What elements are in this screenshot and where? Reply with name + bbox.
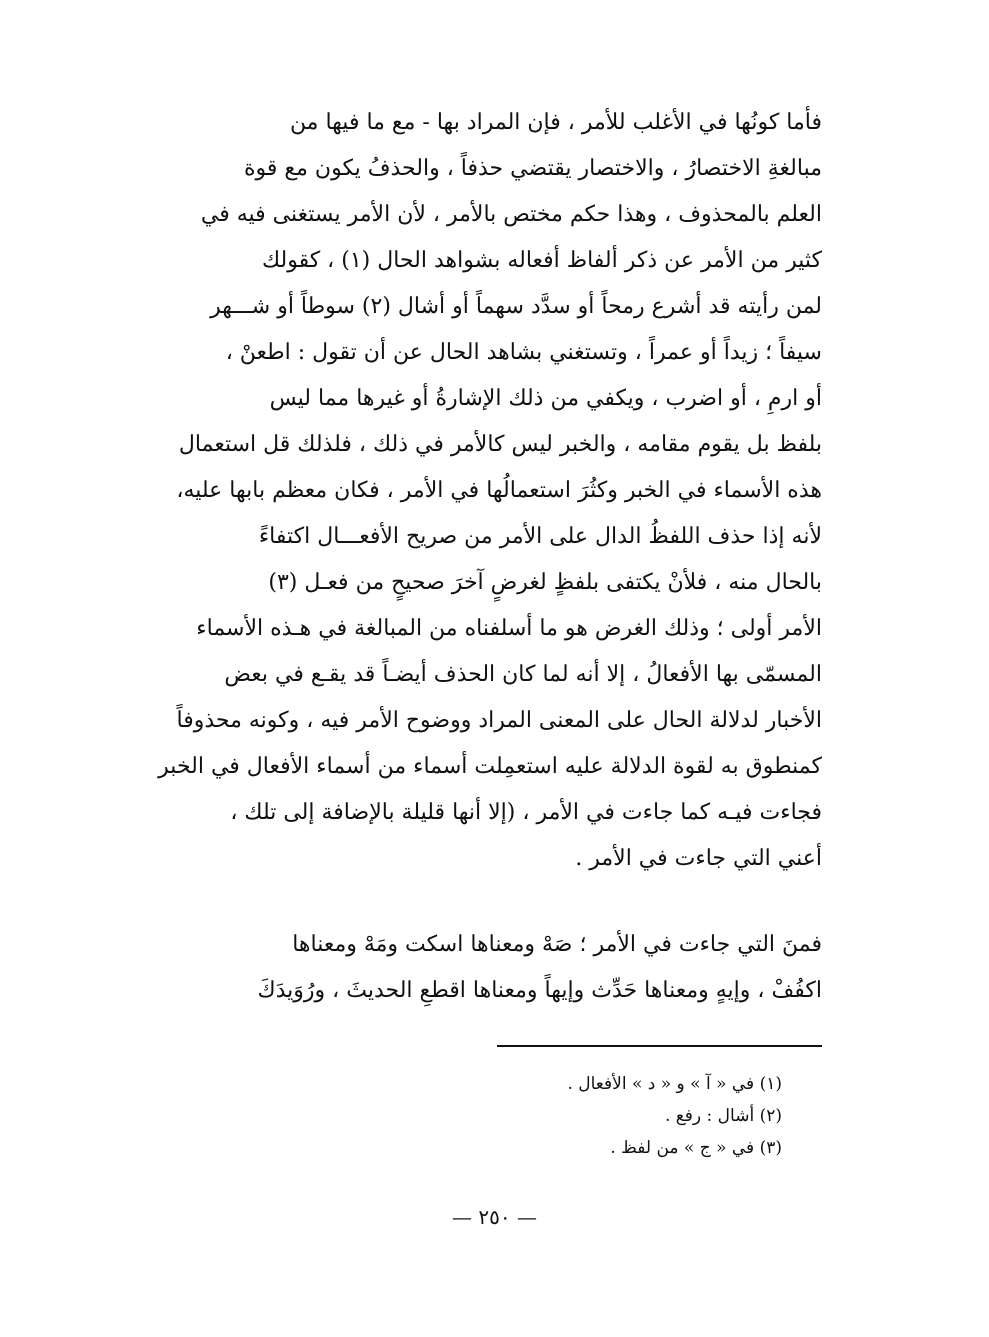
text-line: الأمر أولى ؛ وذلك الغرض هو ما أسلفناه من المبالغة في هـذه الأسماء <box>196 616 822 641</box>
text-line: أو ارمِ ، أو اضرب ، ويكفي من ذلك الإشارةُ أو غيرها مما ليس <box>269 386 822 411</box>
text-line: فمنَ التي جاءت في الأمر ؛ صَهْ ومعناها اسكت ومَهْ ومعناها <box>292 932 822 957</box>
text-line: كمنطوق به لقوة الدلالة عليه استعمِلت أسماء من أسماء الأفعال في الخبر <box>158 754 822 779</box>
text-line: فجاءت فيـه كما جاءت في الأمر ، (إلا أنها قليلة بالإضافة إلى تلك ، <box>230 800 822 825</box>
paragraph-1 <box>150 100 822 882</box>
text-line: فأما كونُها في الأغلب للأمر ، فإن المراد بها - مع ما فيها من <box>289 110 822 135</box>
text-line: كثير من الأمر عن ذكر ألفاظ أفعاله بشواهد الحال (١) ، كقولك <box>261 248 822 273</box>
text-line: المسمّى بها الأفعالُ ، إلا أنه لما كان الحذف أيضـاً قد يقـع في بعض <box>224 662 822 687</box>
text-line: هذه الأسماء في الخبر وكثُرَ استعمالُها في الأمر ، فكان معظم بابها عليه، <box>176 478 822 503</box>
book-page <box>150 100 822 1300</box>
footnotes <box>567 1068 782 1164</box>
text-line: بالحال منه ، فلأنْ يكتفى بلفظٍ لغرضٍ آخرَ صحيحٍ من فعـل (٣) <box>268 570 822 595</box>
text-line: سيفاً ؛ زيداً أو عمراً ، وتستغني بشاهد الحال عن أن تقول : اطعنْ ، <box>225 340 822 365</box>
footnote-1: (١) في « آ » و « د » الأفعال . <box>567 1074 782 1094</box>
text-line: لمن رأيته قد أشرع رمحاً أو سدَّد سهماً أو أشال (٢) سوطاً أو شـــهر <box>210 294 822 319</box>
text-line: مبالغةِ الاختصارُ ، والاختصار يقتضي حذفاً ، والحذفُ يكون مع قوة <box>244 156 822 181</box>
text-line: لأنه إذا حذف اللفظُ الدال على الأمر من صريح الأفعـــال اكتفاءً <box>258 524 822 549</box>
footnote-divider <box>497 1045 822 1047</box>
page-number: — ٢٥٠ — <box>452 1205 537 1229</box>
text-line: اكفُفْ ، وإيهٍ ومعناها حَدِّث وإيهاً ومعناها اقطعِ الحديثَ ، ورُوَيدَكَ <box>257 978 822 1003</box>
footnote-3: (٣) في « ج » من لفظ . <box>610 1138 782 1158</box>
text-line: بلفظ بل يقوم مقامه ، والخبر ليس كالأمر في ذلك ، فلذلك قل استعمال <box>178 432 822 457</box>
footnote-2: (٢) أشال : رفع . <box>664 1106 782 1126</box>
text-line: الأخبار لدلالة الحال على المعنى المراد ووضوح الأمر فيه ، وكونه محذوفاً <box>176 708 822 733</box>
paragraph-2 <box>150 922 822 1014</box>
text-line: العلم بالمحذوف ، وهذا حكم مختص بالأمر ، لأن الأمر يستغنى فيه في <box>200 202 822 227</box>
text-line: أعني التي جاءت في الأمر . <box>575 846 822 871</box>
